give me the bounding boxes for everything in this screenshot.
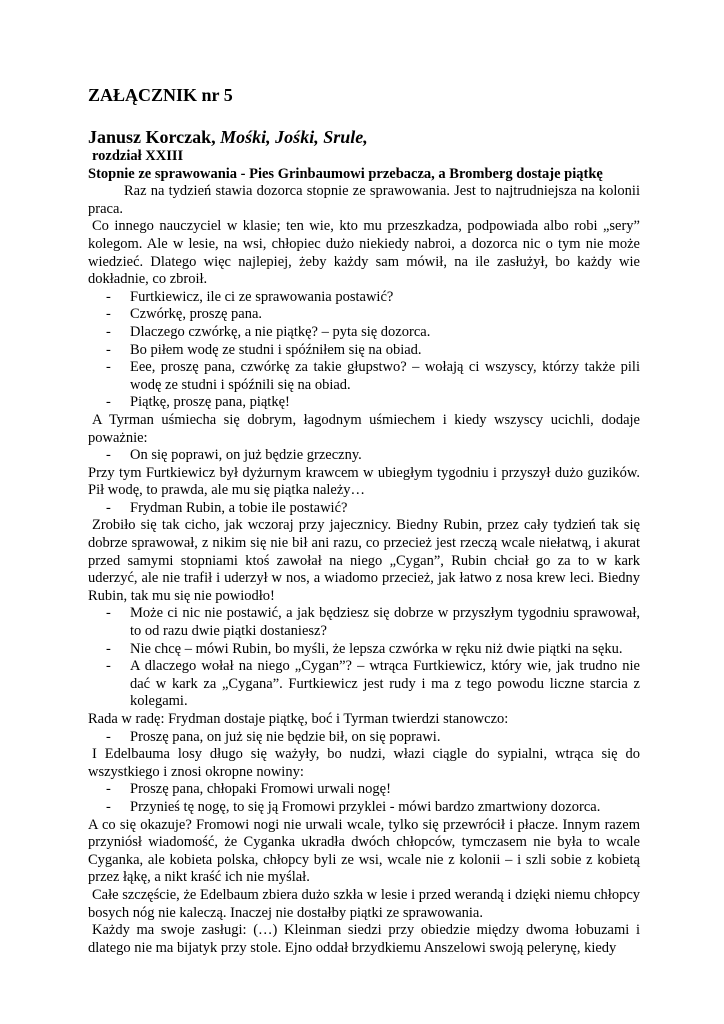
dialogue-text: Frydman Rubin, a tobie ile postawić? bbox=[130, 499, 348, 516]
dialogue-list bbox=[88, 729, 640, 747]
dialogue-text: Może ci nic nie postawić, a jak będziesz się dobrze w przyszłym tygodniu sprawował, to od razu dwie piątki dostaniesz? bbox=[130, 605, 640, 640]
dialogue-text: On się poprawi, on już będzie grzeczny. bbox=[130, 447, 362, 464]
dialogue-line bbox=[88, 359, 640, 394]
dialogue-line bbox=[88, 781, 640, 799]
paragraph: A co się okazuje? Fromowi nogi nie urwali wcale, tylko się przewrócił i płacze. Innym razem przyniósł wiadomość, że Cyganka ukradła dwóch chłopców, tymczasem nie była to wcale Cyganka, ale kobieta polska, chłopcy byli ze wsi, wcale nie z kolonii – i szli sobie z kobietą przez łąkę, a nikt kraść ich nie myślał. bbox=[88, 816, 640, 886]
dialogue-list bbox=[88, 605, 640, 711]
dialogue-line bbox=[88, 324, 640, 342]
dash-marker: - bbox=[106, 341, 111, 358]
dialogue-text: Przynieś tę nogę, to się ją Fromowi przyklei - mówi bardzo zmartwiony dozorca. bbox=[130, 798, 601, 815]
dash-marker: - bbox=[106, 499, 111, 516]
paragraph: A Tyrman uśmiecha się dobrym, łagodnym uśmiechem i kiedy wszyscy ucichli, dodaje poważnie: bbox=[88, 411, 640, 446]
dialogue-list bbox=[88, 447, 640, 465]
dialogue-line bbox=[88, 729, 640, 747]
paragraph: I Edelbauma losy długo się ważyły, bo nudzi, włazi ciągle do sypialni, wtrąca się do wszystkiego i znosi okropne nowiny: bbox=[88, 746, 640, 780]
dialogue-list bbox=[88, 500, 640, 518]
dash-marker: - bbox=[106, 728, 111, 745]
section-title: Stopnie ze sprawowania - Pies Grinbaumowi przebacza, a Bromberg dostaje piątkę bbox=[88, 165, 603, 182]
dash-marker: - bbox=[106, 306, 111, 323]
paragraph: Rada w radę: Frydman dostaje piątkę, boć i Tyrman twierdzi stanowczo: bbox=[88, 711, 509, 727]
dialogue-text: Eee, proszę pana, czwórkę za takie głupstwo? – wołają ci wszyscy, którzy także pili wodę ze studni i spóźnili się na obiad. bbox=[130, 359, 640, 393]
dialogue-line bbox=[88, 447, 640, 465]
body-text bbox=[88, 183, 640, 957]
dialogue-text: Czwórkę, proszę pana. bbox=[130, 306, 263, 323]
document-page bbox=[88, 84, 640, 957]
dialogue-text: Proszę pana, chłopaki Fromowi urwali nogę! bbox=[130, 781, 391, 798]
dialogue-text: Dlaczego czwórkę, a nie piątkę? – pyta się dozorca. bbox=[130, 323, 431, 340]
dash-marker: - bbox=[106, 288, 111, 305]
paragraph: Co innego nauczyciel w klasie; ten wie, kto mu przeszkadza, podpowiada albo robi „sery” kolegom. Ale w lesie, na wsi, chłopiec dużo niekiedy nabroi, a dozorca nic o tym nie może wiedzieć. Dlatego więc najlepiej, żeby każdy sam mówił, na ile zasłużył, bo każdy wie dokładnie, co zbroił. bbox=[88, 218, 640, 288]
dash-marker: - bbox=[106, 798, 111, 815]
author-name: Janusz Korczak, bbox=[88, 127, 216, 147]
dash-marker: - bbox=[106, 658, 111, 675]
dialogue-text: Nie chcę – mówi Rubin, bo myśli, że lepsza czwórka w ręku niż dwie piątki na sęku. bbox=[130, 640, 623, 657]
dash-marker: - bbox=[106, 447, 111, 464]
dialogue-text: Bo piłem wodę ze studni i spóźniłem się na obiad. bbox=[130, 341, 422, 358]
annex-heading: ZAŁĄCZNIK nr 5 bbox=[88, 85, 233, 105]
dialogue-line bbox=[88, 500, 640, 518]
dash-marker: - bbox=[106, 605, 111, 622]
dialogue-line bbox=[88, 394, 640, 412]
chapter-label: rozdział XXIII bbox=[92, 148, 184, 164]
dialogue-line bbox=[88, 641, 640, 659]
dialogue-line bbox=[88, 799, 640, 817]
dash-marker: - bbox=[106, 640, 111, 657]
dialogue-text: A dlaczego wołał na niego „Cygan”? – wtrąca Furtkiewicz, który wie, jak trudno nie dać w kark za „Cygana”. Furtkiewicz jest rudy i ma z tego powodu liczne starcia z kolegami. bbox=[130, 658, 640, 710]
dialogue-line bbox=[88, 342, 640, 360]
dash-marker: - bbox=[106, 781, 111, 798]
dash-marker: - bbox=[106, 394, 111, 411]
book-title: Mośki, Jośki, Srule, bbox=[220, 127, 368, 147]
dash-marker: - bbox=[106, 323, 111, 340]
dialogue-line bbox=[88, 658, 640, 711]
paragraph: Raz na tydzień stawia dozorca stopnie ze sprawowania. Jest to najtrudniejsza na kolonii praca. bbox=[88, 183, 640, 217]
paragraph: Zrobiło się tak cicho, jak wczoraj przy jajecznicy. Biedny Rubin, przez cały tydzień tak się dobrze sprawował, z nikim się nie bił ani razu, co przecież jest rzeczą wcale niełatwą, i akurat przed samymi stopniami ktoś zawołał na niego „Cygan”, Rubin chciał go za to w kark uderzyć, ale nie trafił i uderzył w nos, a wiadomo przecież, jak łatwo z nosa krew leci. Biedny Rubin, tak mu się nie powiodło! bbox=[88, 517, 640, 604]
dialogue-text: Proszę pana, on już się nie będzie bił, on się poprawi. bbox=[130, 728, 441, 745]
dialogue-text: Furtkiewicz, ile ci ze sprawowania postawić? bbox=[130, 288, 394, 305]
dialogue-list bbox=[88, 289, 640, 412]
paragraph: Każdy ma swoje zasługi: (…) Kleinman siedzi przy obiedzie między dwoma łobuzami i dlatego nie ma bijatyk przy stole. Ejno oddał brzydkiemu Anszelowi swoją pelerynę, kiedy bbox=[88, 922, 640, 956]
paragraph: Całe szczęście, że Edelbaum zbiera dużo szkła w lesie i przed werandą i dzięki niemu chłopcy bosych nóg nie kaleczą. Inaczej nie dostałby piątki ze sprawowania. bbox=[88, 886, 640, 921]
dialogue-list bbox=[88, 781, 640, 816]
dash-marker: - bbox=[106, 359, 111, 376]
dialogue-line bbox=[88, 306, 640, 324]
dialogue-line bbox=[88, 289, 640, 307]
dialogue-line bbox=[88, 605, 640, 640]
dialogue-text: Piątkę, proszę pana, piątkę! bbox=[130, 394, 290, 411]
paragraph: Przy tym Furtkiewicz był dyżurnym krawcem w ubiegłym tygodniu i przyszył dużo guzików. Pił wodę, to prawda, ale mu się piątka należy… bbox=[88, 464, 640, 499]
author-heading bbox=[88, 126, 640, 148]
